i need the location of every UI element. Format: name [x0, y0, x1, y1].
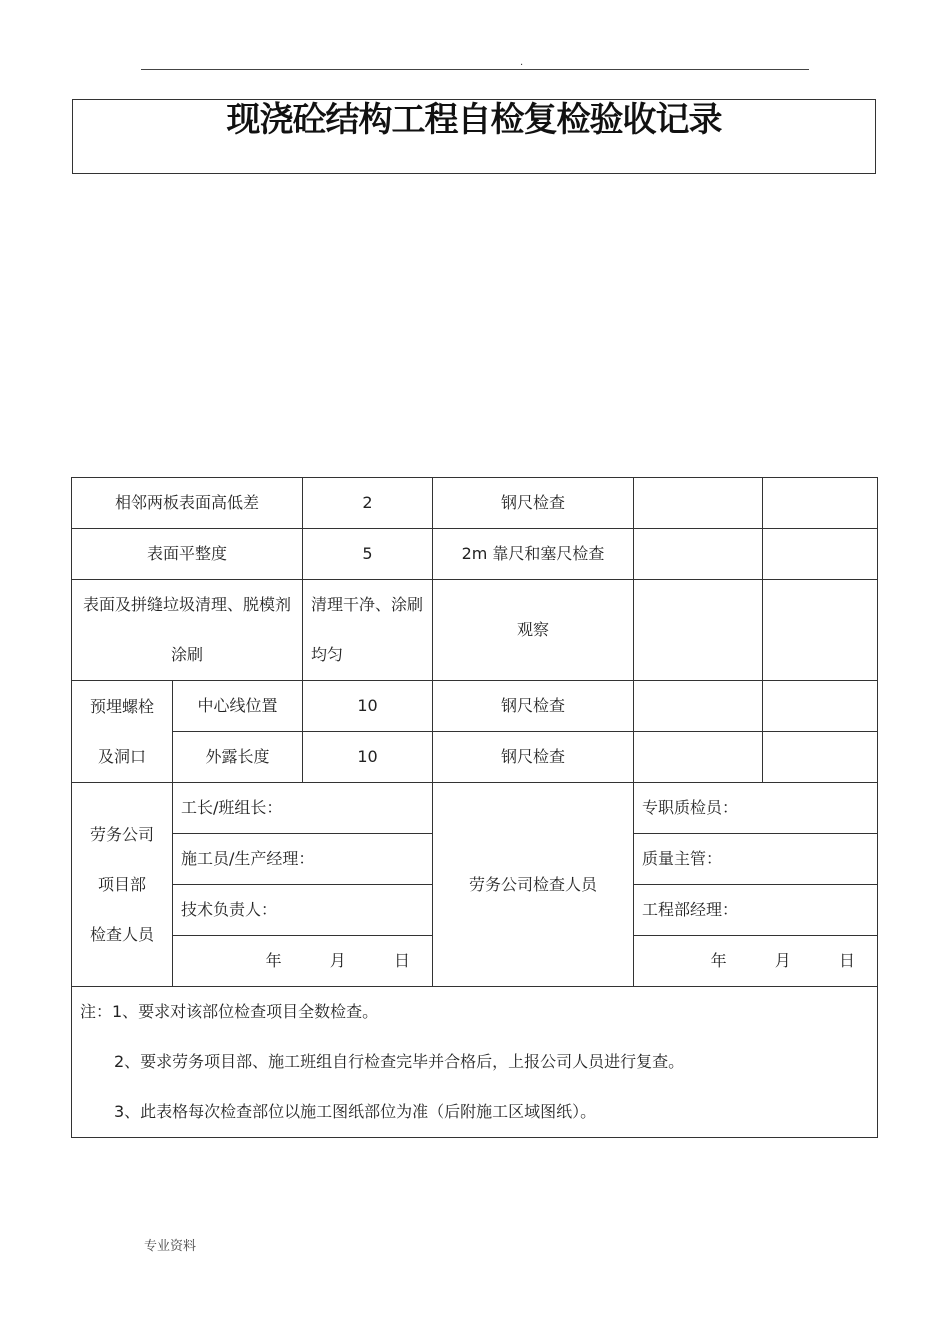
header-dot: .	[520, 57, 524, 68]
value-cell: 10	[303, 681, 433, 732]
date-year: 年	[710, 951, 727, 970]
table-row	[72, 732, 878, 783]
item-cell: 表面平整度	[72, 529, 303, 580]
note-line: 注：1、要求对该部位检查项目全数检查。	[80, 1002, 379, 1021]
group-line: 劳务公司	[89, 824, 154, 844]
value-line: 均匀	[311, 645, 344, 664]
page-title: 现浇砼结构工程自检复检验收记录	[226, 100, 722, 140]
quality-head-signature[interactable]: 质量主管：	[634, 834, 878, 885]
blank-cell[interactable]	[763, 580, 878, 681]
value-cell: 2	[303, 478, 433, 529]
value-cell: 5	[303, 529, 433, 580]
group-line: 及洞口	[97, 746, 146, 766]
item-line: 涂刷	[171, 645, 204, 664]
notes-cell	[72, 987, 878, 1138]
table-row	[72, 580, 878, 681]
date-day: 日	[394, 951, 411, 970]
blank-cell[interactable]	[763, 732, 878, 783]
item-line: 表面及拼缝垃圾清理、脱模剂	[83, 595, 292, 614]
value-line: 清理干净、涂刷	[311, 595, 424, 614]
group-line: 项目部	[97, 874, 146, 894]
tech-lead-signature[interactable]: 技术负责人：	[173, 885, 433, 936]
date-day: 日	[839, 951, 856, 970]
value-cell	[303, 580, 433, 681]
value-cell: 10	[303, 732, 433, 783]
right-date-cell[interactable]	[634, 936, 878, 987]
blank-cell[interactable]	[634, 732, 763, 783]
signature-row	[72, 783, 878, 834]
date-month: 月	[329, 951, 346, 970]
method-cell: 钢尺检查	[433, 732, 634, 783]
group-line: 检查人员	[89, 924, 154, 944]
inspector-signature[interactable]: 专职质检员：	[634, 783, 878, 834]
group-cell	[72, 681, 173, 783]
item-cell: 相邻两板表面高低差	[72, 478, 303, 529]
method-cell: 钢尺检查	[433, 478, 634, 529]
foreman-signature[interactable]: 工长/班组长：	[173, 783, 433, 834]
method-cell: 2m 靠尺和塞尺检查	[433, 529, 634, 580]
blank-cell[interactable]	[634, 681, 763, 732]
item-cell: 外露长度	[173, 732, 303, 783]
table-row	[72, 478, 878, 529]
notes-row	[72, 987, 878, 1138]
dept-manager-signature[interactable]: 工程部经理：	[634, 885, 878, 936]
note-line: 3、此表格每次检查部位以施工图纸部位为准（后附施工区域图纸）。	[114, 1102, 597, 1121]
blank-cell[interactable]	[763, 681, 878, 732]
item-cell: 中心线位置	[173, 681, 303, 732]
constructor-signature[interactable]: 施工员/生产经理：	[173, 834, 433, 885]
footer-label: 专业资料	[144, 1239, 197, 1254]
header-rule	[141, 69, 809, 70]
blank-cell[interactable]	[634, 529, 763, 580]
blank-cell[interactable]	[634, 478, 763, 529]
table-row	[72, 681, 878, 732]
title-box	[72, 99, 876, 174]
item-cell	[72, 580, 303, 681]
date-month: 月	[774, 951, 791, 970]
blank-cell[interactable]	[634, 580, 763, 681]
left-group-cell	[72, 783, 173, 987]
table-row	[72, 529, 878, 580]
group-line: 预埋螺栓	[89, 696, 154, 716]
method-cell: 观察	[433, 580, 634, 681]
inspection-table	[71, 477, 878, 1138]
note-line: 2、要求劳务项目部、施工班组自行检查完毕并合格后，上报公司人员进行复查。	[114, 1052, 685, 1071]
method-cell: 钢尺检查	[433, 681, 634, 732]
left-date-cell[interactable]	[173, 936, 433, 987]
blank-cell[interactable]	[763, 478, 878, 529]
blank-cell[interactable]	[763, 529, 878, 580]
date-year: 年	[265, 951, 282, 970]
middle-group-cell: 劳务公司检查人员	[433, 783, 634, 987]
